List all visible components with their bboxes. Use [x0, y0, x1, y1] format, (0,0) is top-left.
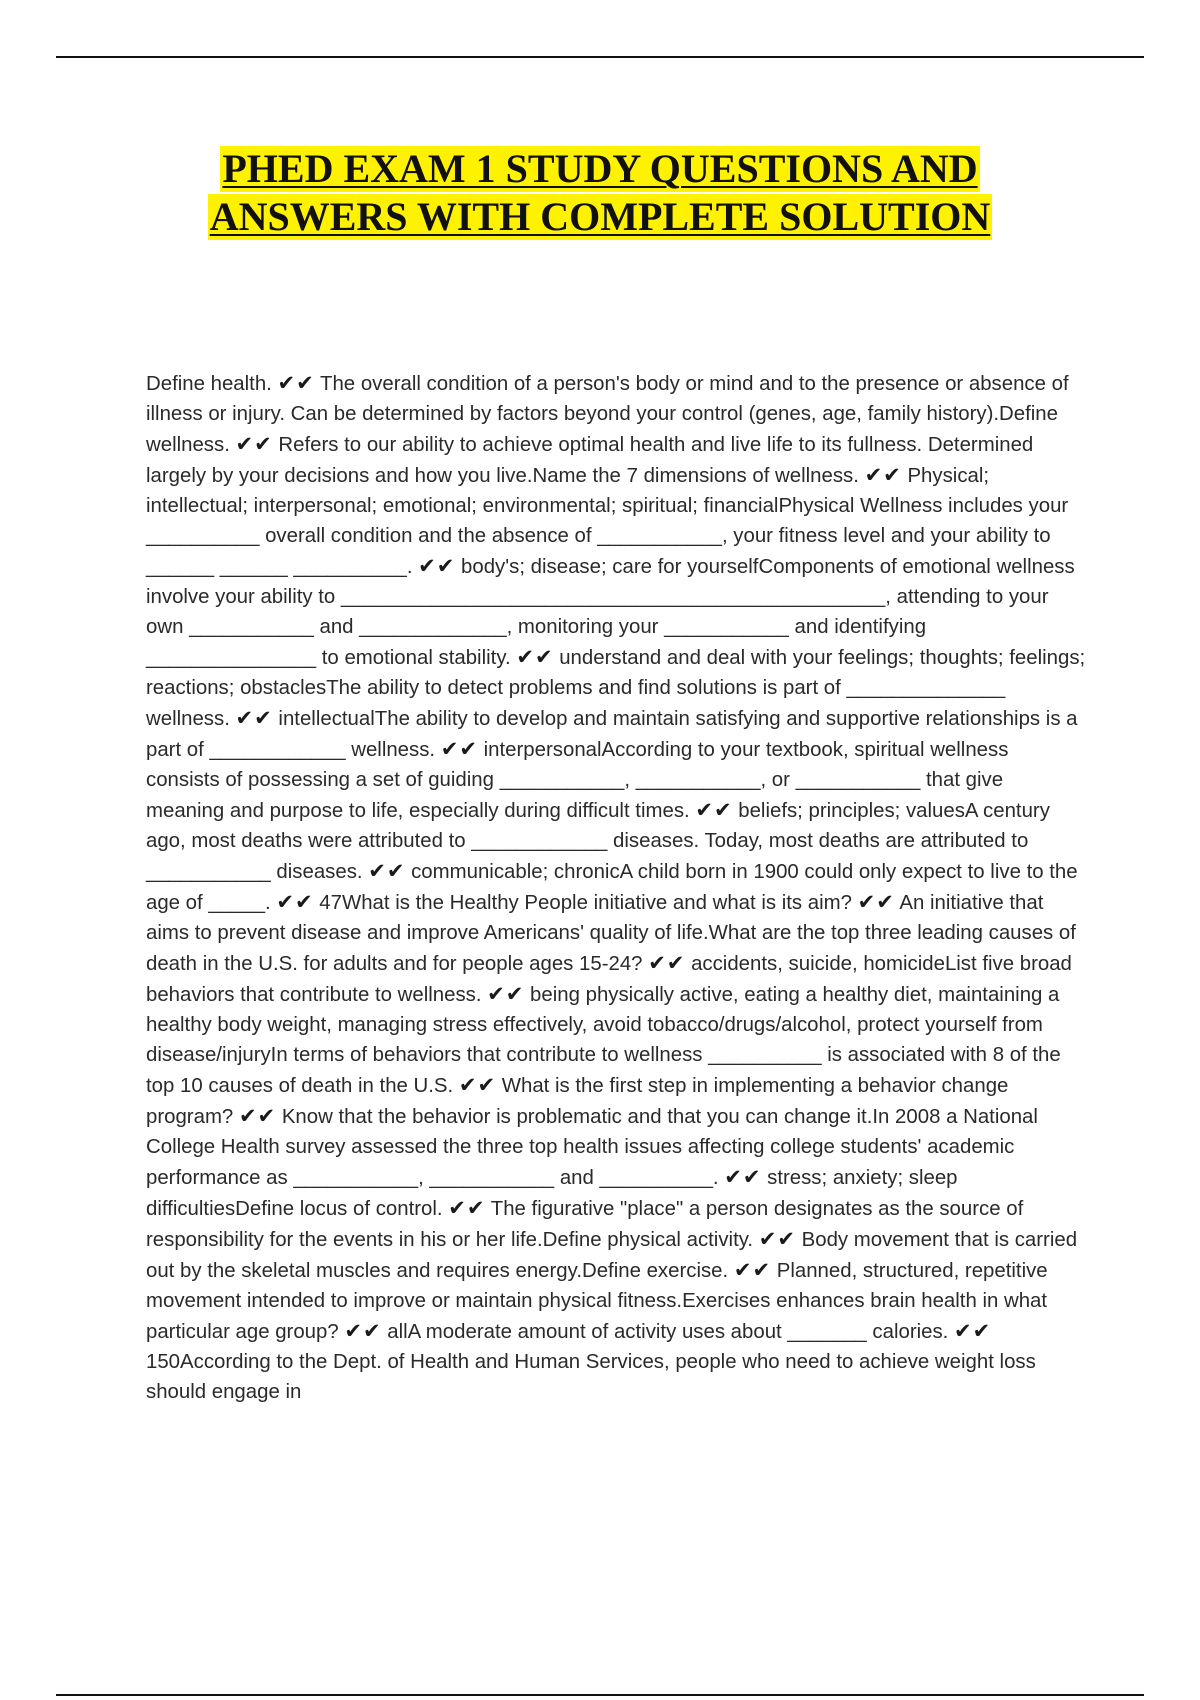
double-check-icon: ✔✔	[368, 859, 406, 883]
text-segment: 150According to the Dept. of Health and Human Services, people who need to achieve weight loss should engage in	[146, 1351, 1036, 1403]
double-check-icon: ✔✔	[344, 1319, 382, 1343]
double-check-icon: ✔✔	[695, 798, 733, 822]
document-title	[0, 146, 1200, 242]
text-segment: The figurative "place" a person designates as the source of responsibility for the events in his or her life.Define physical activity.	[146, 1198, 1024, 1251]
text-segment: Define health.	[146, 373, 272, 395]
text-segment: Body movement that is carried out by the skeletal muscles and requires energy.Define exercise.	[146, 1229, 1078, 1282]
double-check-icon: ✔✔	[516, 645, 554, 669]
text-segment: Refers to our ability to achieve optimal health and live life to its fullness. Determined largely by your decisions and how you live.Name the 7 dimensions of wellness.	[146, 434, 1034, 487]
double-check-icon: ✔✔	[487, 982, 525, 1006]
double-check-icon: ✔✔	[448, 1196, 486, 1220]
double-check-icon: ✔✔	[857, 890, 895, 914]
double-check-icon: ✔✔	[235, 432, 273, 456]
text-segment: interpersonalAccording to your textbook, spiritual wellness consists of possessing a set of guiding ___________, ___________, or ___________ that give meaning and purpose to life, especially during difficult times.	[146, 739, 1009, 822]
double-check-icon: ✔✔	[276, 890, 314, 914]
double-check-icon: ✔✔	[864, 463, 902, 487]
double-check-icon: ✔✔	[954, 1319, 992, 1343]
study-questions-body	[146, 368, 1086, 1407]
text-segment: stress; anxiety; sleep difficultiesDefine locus of control.	[146, 1167, 958, 1220]
text-segment: beliefs; principles; valuesA century ago, most deaths were attributed to ____________ diseases. Today, most deaths are attributed to ___________ diseases.	[146, 800, 1050, 883]
double-check-icon: ✔✔	[758, 1227, 796, 1251]
double-check-icon: ✔✔	[277, 371, 315, 395]
text-segment: Planned, structured, repetitive movement intended to improve or maintain physical fitness.Exercises enhances brain health in what particular age group?	[146, 1260, 1048, 1343]
text-segment: body's; disease; care for yourselfComponents of emotional wellness involve your ability to ________________________________________________, attending to your own ___________ and _____________, monitoring your ___________ and identifying _______________ to emotional stability.	[146, 556, 1075, 669]
title-line-1: PHED EXAM 1 STUDY QUESTIONS AND	[222, 146, 978, 191]
text-segment: communicable; chronicA child born in 1900 could only expect to live to the age of _____.	[146, 861, 1078, 914]
text-segment: Know that the behavior is problematic and that you can change it.In 2008 a National College Health survey assessed the three top health issues affecting college students' academic performance as ___________, ___________ and __________.	[146, 1106, 1038, 1189]
double-check-icon: ✔✔	[235, 706, 273, 730]
text-segment: allA moderate amount of activity uses about _______ calories.	[387, 1321, 949, 1343]
double-check-icon: ✔✔	[418, 554, 456, 578]
double-check-icon: ✔✔	[458, 1073, 497, 1097]
double-check-icon: ✔✔	[724, 1165, 762, 1189]
double-check-icon: ✔✔	[733, 1258, 772, 1282]
text-segment: intellectualThe ability to develop and maintain satisfying and supportive relationships is a part of ____________ wellness.	[146, 708, 1078, 761]
double-check-icon: ✔✔	[648, 951, 686, 975]
text-segment: 47What is the Healthy People initiative and what is its aim?	[319, 892, 852, 914]
double-check-icon: ✔✔	[238, 1104, 277, 1128]
text-segment: What is the first step in implementing a behavior change program?	[146, 1075, 1009, 1128]
text-segment: understand and deal with your feelings; thoughts; feelings; reactions; obstaclesThe ability to detect problems and find solutions is part of ______________ wellness.	[146, 647, 1086, 730]
top-rule	[56, 56, 1144, 58]
double-check-icon: ✔✔	[440, 737, 478, 761]
text-segment: The overall condition of a person's body or mind and to the presence or absence of illness or injury. Can be determined by factors beyond your control (genes, age, family history).Define wellness.	[146, 373, 1069, 456]
bottom-rule	[56, 1694, 1144, 1696]
title-line-2: ANSWERS WITH COMPLETE SOLUTION	[209, 194, 991, 239]
text-segment: accidents, suicide, homicideList five broad behaviors that contribute to wellness.	[146, 953, 1072, 1006]
text-segment: An initiative that aims to prevent disease and improve Americans' quality of life.What are the top three leading causes of death in the U.S. for adults and for people ages 15-24?	[146, 892, 1076, 975]
text-segment: Physical; intellectual; interpersonal; emotional; environmental; spiritual; financialPhysical Wellness includes your __________ overall condition and the absence of ___________, your fitness level and your ability to ______ ______ __________.	[146, 465, 1069, 578]
text-segment: being physically active, eating a healthy diet, maintaining a healthy body weight, managing stress effectively, avoid tobacco/drugs/alcohol, protect yourself from disease/injuryIn terms of behaviors that contribute to wellness __________ is associated with 8 of the top 10 causes of death in the U.S.	[146, 984, 1061, 1097]
